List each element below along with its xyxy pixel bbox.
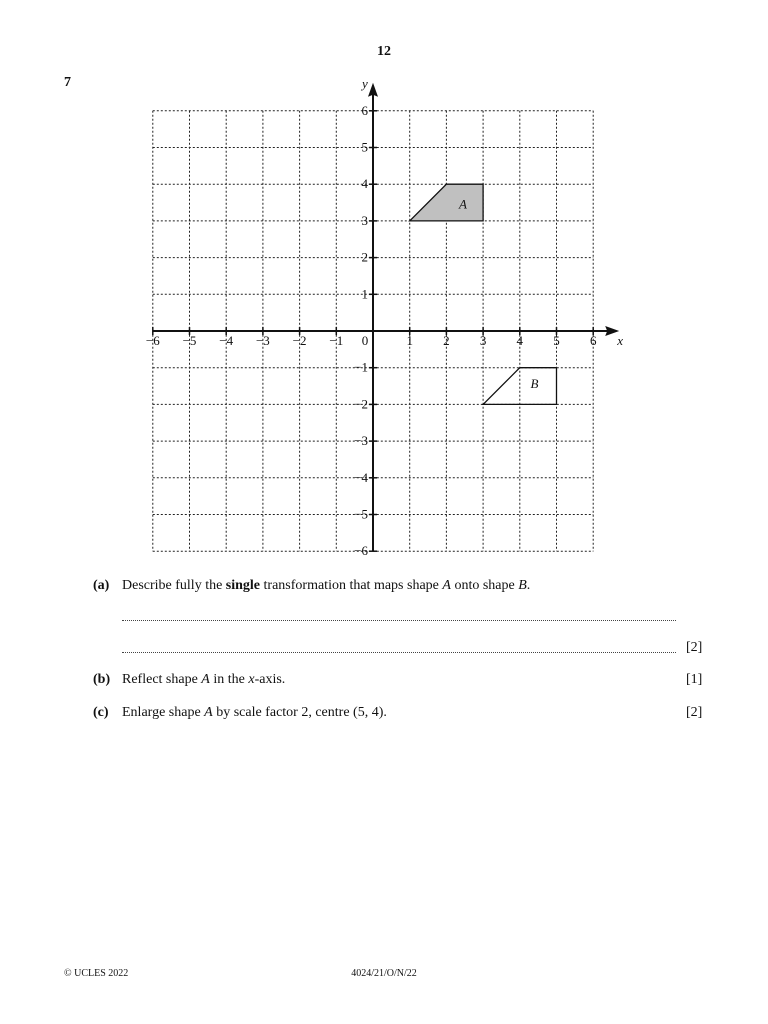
shape-a-label: A [458, 196, 467, 212]
y-tick-label: 3 [361, 212, 368, 228]
part-b-marks: [1] [686, 672, 703, 687]
y-tick-label: −1 [354, 359, 368, 375]
x-tick-label: 5 [553, 333, 560, 348]
x-tick-label: −5 [182, 333, 197, 348]
part-c-label: (c) [93, 705, 109, 720]
shape-b-label: B [530, 376, 539, 392]
origin-label: 0 [361, 333, 369, 348]
part-a-label: (a) [93, 578, 110, 593]
footer-paper-code: 4024/21/O/N/22 [351, 968, 417, 979]
part-a-text: Describe fully the single transformation that maps shape A onto shape B. [122, 578, 531, 593]
question-number: 7 [64, 75, 71, 90]
x-tick-label: −1 [329, 333, 344, 348]
y-axis-label: y [362, 75, 368, 91]
y-tick-label: 1 [361, 286, 368, 302]
axes [153, 83, 619, 551]
y-tick-label: −3 [354, 433, 368, 449]
y-tick-label: 2 [361, 249, 368, 265]
part-a-marks: [2] [686, 640, 703, 655]
part-b-label: (b) [93, 672, 111, 687]
x-tick-label: −4 [219, 333, 234, 348]
y-tick-label: −6 [354, 543, 368, 559]
page-number: 12 [377, 44, 391, 59]
tick-labels [146, 76, 623, 558]
x-tick-label: −6 [145, 333, 160, 348]
y-axis-arrow [368, 83, 378, 97]
answer-line-2[interactable] [122, 652, 676, 653]
part-b-text: Reflect shape A in the x-axis. [122, 672, 286, 687]
part-c-text: Enlarge shape A by scale factor 2, centre (5, 4). [122, 705, 387, 720]
answer-line-1[interactable] [122, 620, 676, 621]
x-tick-label: −2 [292, 333, 307, 348]
x-tick-label: 4 [516, 333, 524, 348]
x-axis-label: x [617, 333, 623, 348]
y-tick-label: 4 [361, 176, 368, 192]
part-c-marks: [2] [686, 705, 703, 720]
y-tick-label: 5 [361, 139, 368, 155]
y-tick-label: −4 [354, 469, 368, 485]
x-tick-label: 1 [406, 333, 413, 348]
y-tick-label: 6 [361, 102, 368, 118]
shape-a[interactable] [410, 184, 483, 221]
x-tick-label: 3 [479, 333, 487, 348]
x-tick-label: 6 [589, 333, 597, 348]
y-tick-label: −2 [354, 396, 368, 412]
y-tick-label: −5 [354, 506, 368, 522]
x-tick-label: −3 [255, 333, 270, 348]
footer-copyright: © UCLES 2022 [64, 968, 129, 979]
x-tick-label: 2 [443, 333, 450, 348]
